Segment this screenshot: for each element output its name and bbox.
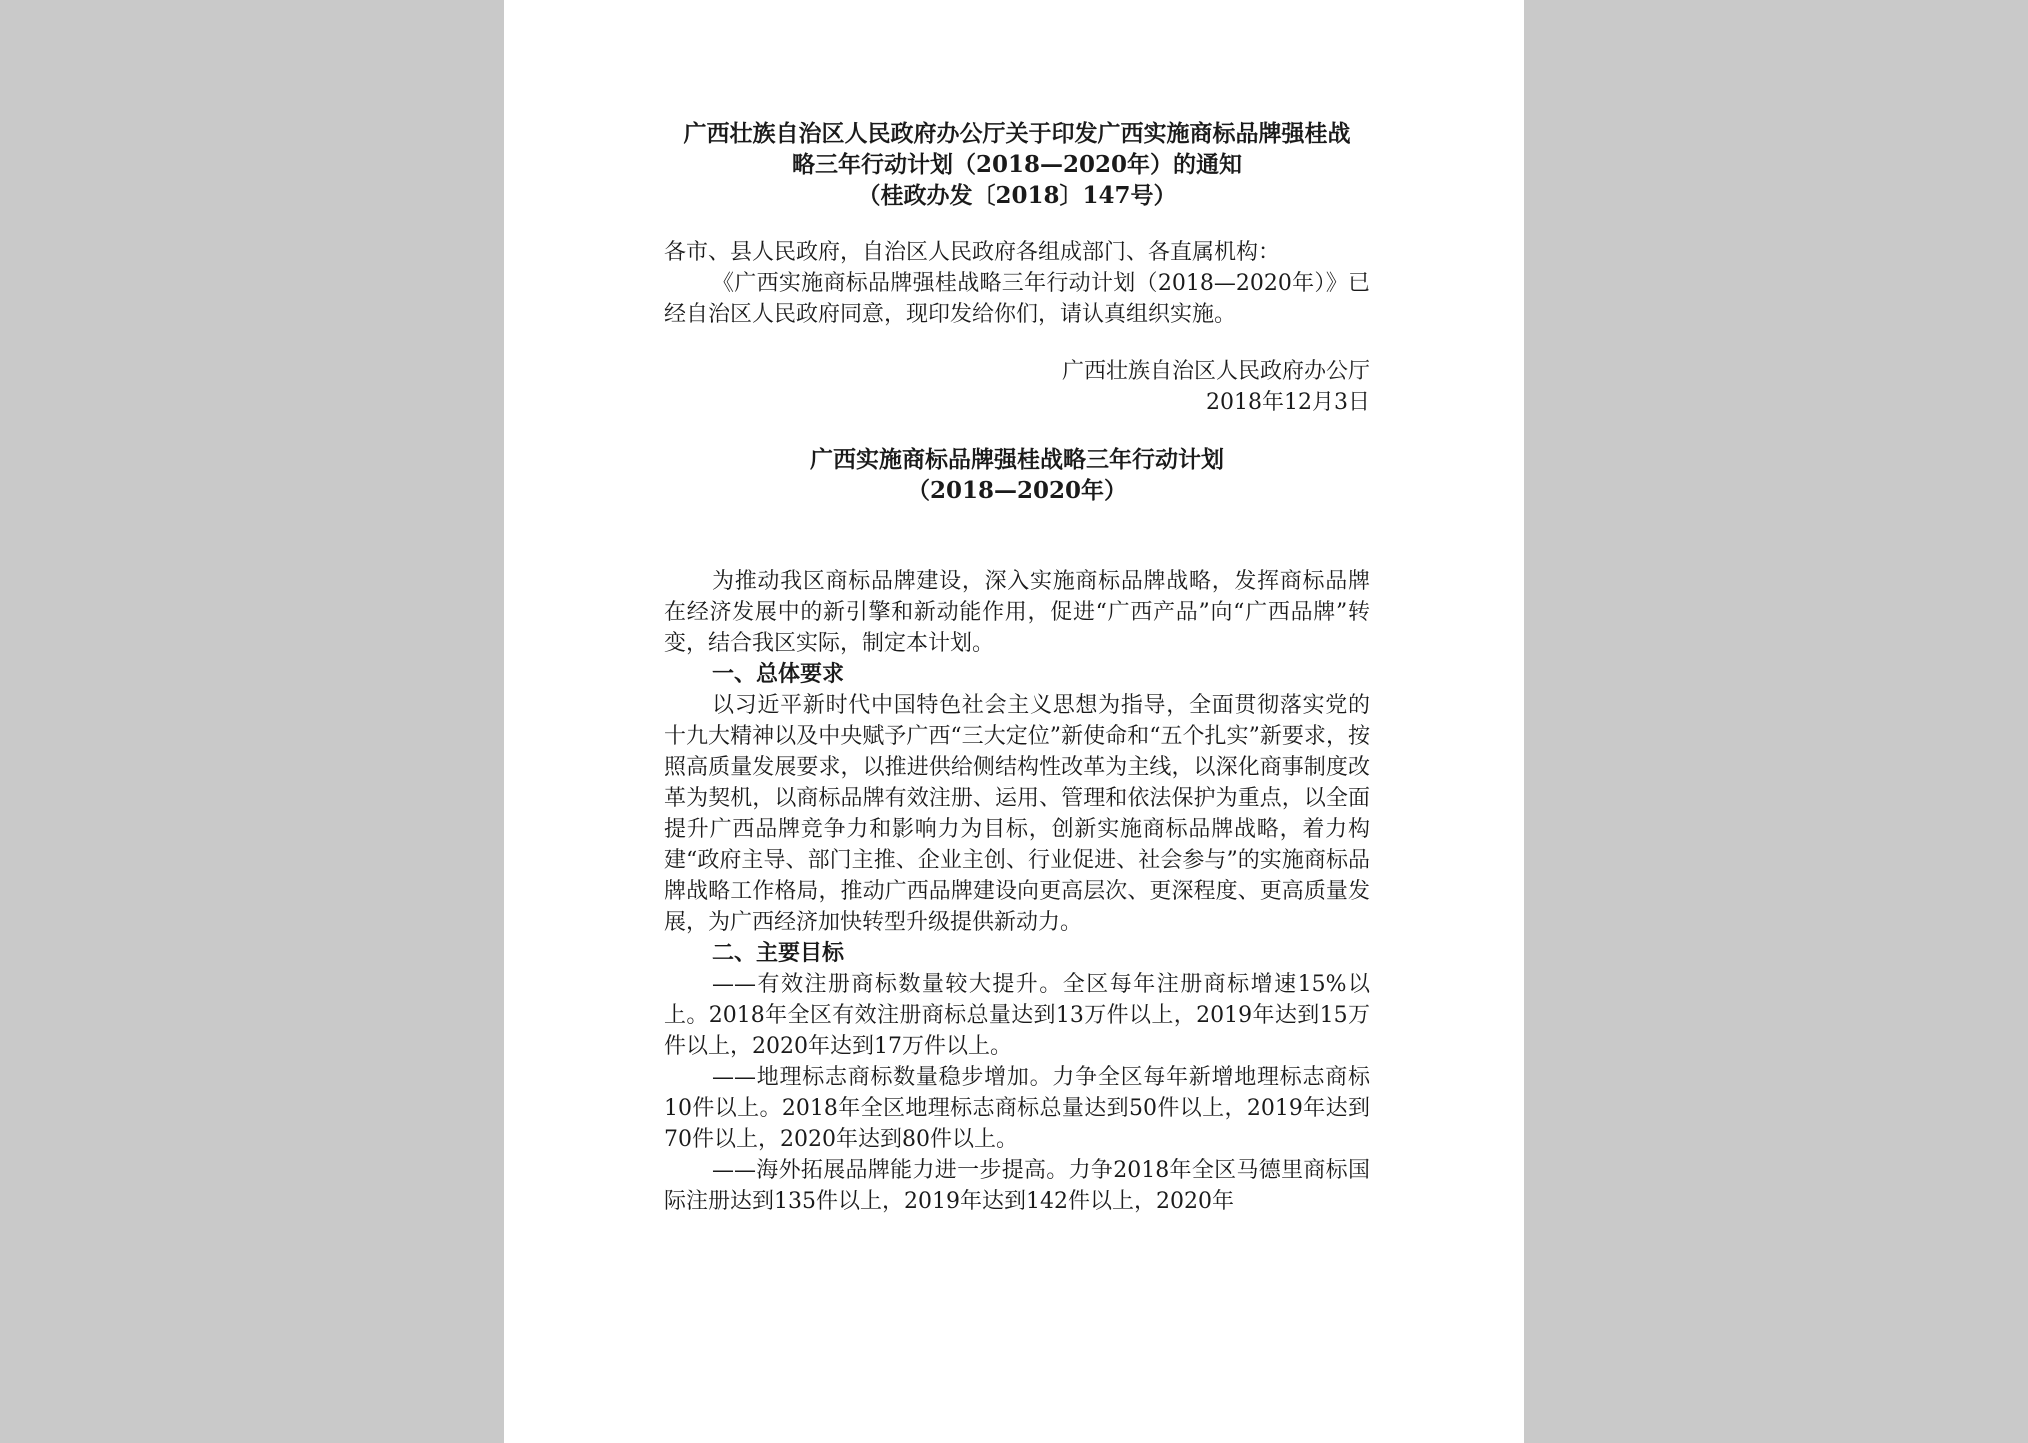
page-content (664, 118, 1370, 1217)
notice-title-line1: 广西壮族自治区人民政府办公厅关于印发广西实施商标品牌强桂战 (683, 120, 1351, 147)
signature-org: 广西壮族自治区人民政府办公厅 (1061, 359, 1370, 384)
addressee: 各市、县人民政府，自治区人民政府各组成部门、各直属机构： (664, 240, 1281, 265)
goal-3: ——海外拓展品牌能力进一步提高。力争2018年全区马德里商标国际注册达到135件以上，2019年达到142件以上，2020年 (664, 1158, 1370, 1214)
section1-heading: 一、总体要求 (712, 661, 845, 687)
notice-title-line2: 略三年行动计划（2018—2020年）的通知 (791, 151, 1243, 178)
goal-1: ——有效注册商标数量较大提升。全区每年注册商标增速15%以上。2018年全区有效注册商标总量达到13万件以上，2019年达到15万件以上，2020年达到17万件以上。 (664, 972, 1370, 1059)
plan-title: 广西实施商标品牌强桂战略三年行动计划 (810, 446, 1224, 473)
signature-date: 2018年12月3日 (1206, 390, 1370, 415)
section1-body: 以习近平新时代中国特色社会主义思想为指导，全面贯彻落实党的十九大精神以及中央赋予广西“三大定位”新使命和“五个扎实”新要求，按照高质量发展要求，以推进供给侧结构性改革为主线，以深化商事制度改革为契机，以商标品牌有效注册、运用、管理和依法保护为重点，以全面提升广西品牌竞争力和影响力为目标，创新实施商标品牌战略，着力构建“政府主导、部门主推、企业主创、行业促进、社会参与”的实施商标品牌战略工作格局，推动广西品牌建设向更高层次、更深程度、更高质量发展，为广西经济加快转型升级提供新动力。 (664, 693, 1370, 935)
document-page (504, 0, 1524, 1443)
notice-body: 《广西实施商标品牌强桂战略三年行动计划（2018—2020年）》已经自治区人民政府同意，现印发给你们，请认真组织实施。 (664, 271, 1370, 327)
document-number: （桂政办发〔2018〕147号） (857, 182, 1177, 209)
section2-heading: 二、主要目标 (712, 940, 845, 966)
plan-intro: 为推动我区商标品牌建设，深入实施商标品牌战略，发挥商标品牌在经济发展中的新引擎和新动能作用，促进“广西产品”向“广西品牌”转变，结合我区实际，制定本计划。 (664, 569, 1370, 656)
signature-block (664, 356, 1370, 418)
plan-years: （2018—2020年） (906, 477, 1128, 504)
goal-2: ——地理标志商标数量稳步增加。力争全区每年新增地理标志商标10件以上。2018年全区地理标志商标总量达到50件以上，2019年达到70件以上，2020年达到80件以上。 (664, 1065, 1370, 1152)
